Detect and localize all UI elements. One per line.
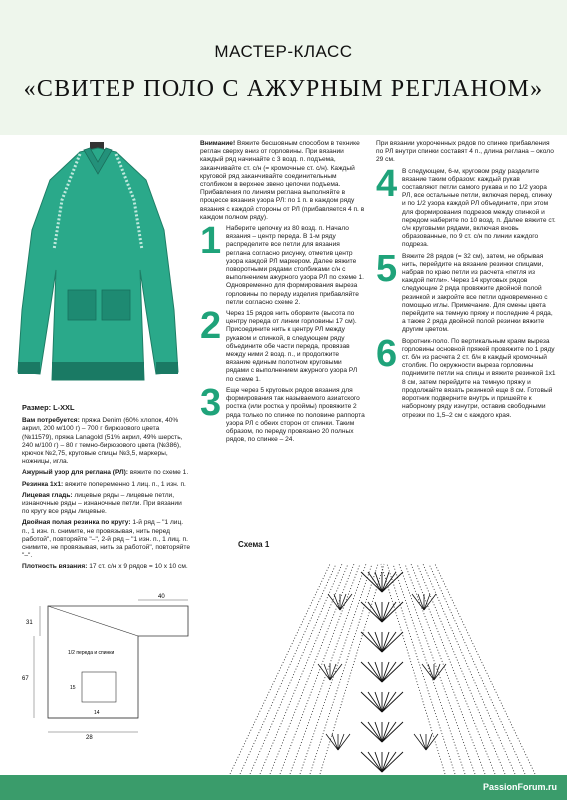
step-text: В следующем, 6-м, круговом ряду разделите вязание таким образом: каждый рукав составляют петли самого рукава и по 1/2 узора РЛ, все остальные петли, включая перед, спинку и по 1/2 узора каждой РЛ объедините, при этом для формирования подрезов между спинкой и передом наберите по 10 возд. п. Далее вяжите ст. с/н круговыми рядами, включая вновь образованные, по 9 ст. с/н по линии каждого подреза.: [402, 167, 556, 249]
page-header: [0, 0, 567, 135]
density-text: 17 ст. с/н х 9 рядов = 10 х 10 см.: [89, 563, 188, 571]
density-title: Плотность вязания:: [22, 563, 88, 571]
chain-ray-left: [270, 564, 354, 774]
leaf-stitch: [338, 734, 344, 750]
step-number: 2: [200, 305, 222, 348]
shell-stitch: [368, 662, 382, 682]
chain-ray-left: [230, 564, 330, 774]
face-title: Лицевая гладь:: [22, 491, 73, 499]
pattern-diagram: [20, 592, 192, 740]
shell-stitch: [368, 752, 382, 772]
leaf-stitch: [414, 734, 426, 750]
chain-ray-left: [300, 564, 372, 774]
shell-stitch: [382, 692, 396, 712]
face-text: лицевые ряды – лицевые петли, изнаночные ряды – изнаночные петли. При вязании по кругу все ряды лицевые.: [22, 491, 182, 516]
leaf-stitch: [340, 594, 352, 610]
dim-pocket: 15: [70, 685, 76, 691]
dim-bottom: 28: [86, 735, 93, 740]
dim-pocket-width: 14: [94, 710, 100, 716]
chain-ray-right: [435, 564, 535, 774]
shell-stitch: [368, 602, 382, 622]
middle-column: [200, 140, 365, 447]
dim-left-top: 31: [26, 620, 33, 626]
step-text: Наберите цепочку из 80 возд. п. Начало вязания – центр переда. В 1-м ряду распределите все петли для вязания реглана согласно рисунку, отметив центр узора каждой РЛ маркером. Далее вяжите поворотными рядами столбиками с/н с выполнением ажурного узора РЛ по схеме 1. Одновременно для формирования выреза горловины по переду изделия прибавляйте петли согласно схеме 2.: [226, 225, 365, 306]
attention-text: Вяжите бесшовным способом в технике реглан сверху вниз от горловины. При вязании каждый ряд начинайте с 3 возд. п. подъема, заканчивайте ст. с/н (= кромочные ст. с/н). Каждый круговой ряд заканчивайте соединительным столбиком в верхнее звено цепочки подъема. Прибавления по линиям реглана выполняйте в процессе вязания узора РЛ: по 1 п. в каждом ряду вязания с каждой стороны от РЛ (прибавляется 4 п. в каждом полном ряду).: [200, 140, 365, 221]
footer-bar: [0, 775, 567, 800]
step-number: 6: [376, 332, 398, 375]
step-text: Вяжите 28 рядов (= 32 см), затем, не обрывая нить, перейдите на вязание резинки спицами, набрав по краю петли из расчета «петля из каждой петли». Через 14 круговых рядов следующие 2 ряда провяжите двойной полой резинкой и закройте все петли одновременно с помощью иглы. Примечание. Для смены цвета перейдите на темную пряжу и последние 4 ряда, а также 2 ряда двойной полой резинки вяжите другим цветом.: [402, 252, 553, 334]
shell-stitch: [368, 692, 382, 712]
leaf-stitch: [318, 664, 330, 680]
dim-left: 67: [22, 676, 29, 682]
shell-stitch: [382, 722, 396, 742]
step-number: 1: [200, 220, 222, 263]
dim-top: 40: [158, 594, 165, 600]
shell-stitch: [382, 572, 396, 592]
attention-block: [200, 140, 365, 222]
diagram-inner-label: 1/2 переда и спинки: [68, 650, 115, 656]
materials-title: Вам потребуется:: [22, 417, 80, 425]
double-title: Двойная полая резинка по кругу:: [22, 519, 131, 527]
step-1: [200, 220, 365, 307]
shell-stitch: [382, 752, 396, 772]
lace-title: Ажурный узор для реглана (РЛ):: [22, 469, 128, 477]
leaf-stitch: [424, 594, 436, 610]
step-5: [376, 247, 556, 335]
leaf-stitch: [420, 734, 426, 750]
shell-stitch: [368, 632, 382, 652]
site-watermark: PassionForum.ru: [482, 782, 557, 792]
shell-stitch: [382, 602, 396, 622]
right-column: [376, 140, 556, 423]
density-block: [22, 563, 190, 571]
intro-text: При вязании укороченных рядов по спинке прибавления по РЛ внутри спинки составят 4 п., длина реглана – около 29 см.: [376, 140, 554, 164]
step-text: Воротник-поло. По вертикальным краям выреза горловины основной пряжей провяжите по 1 ряду ст. б/н из расчета 2 ст. б/н в каждый кромочный столбик. По окружности выреза горловины поднимите петли на спицы и вяжите резинкой 1х1 8 см, затем перейдите на темную пряжу и продолжайте вязать резинкой еще 8 см. Готовый воротник подверните внутрь и пришейте к наборному ряду изнутри, оставив свободными отрезки по 1,5–2 см с каждого края.: [402, 337, 556, 419]
section-label: МАСТЕР-КЛАСС: [214, 42, 353, 61]
page-title: «СВИТЕР ПОЛО С АЖУРНЫМ РЕГЛАНОМ»: [23, 76, 544, 102]
leaf-stitch: [426, 734, 432, 750]
leaf-stitch: [426, 734, 438, 750]
sweater-photo: [10, 140, 187, 390]
rib-text: вяжите попеременно 1 лиц. п., 1 изн. п.: [65, 480, 186, 488]
chain-ray-right: [399, 564, 475, 774]
step-4: [376, 162, 556, 250]
chain-ray-right: [387, 564, 455, 774]
step-number: 5: [376, 247, 398, 290]
leaf-stitch: [422, 664, 434, 680]
rib-title: Резинка 1х1:: [22, 480, 64, 488]
leaf-stitch: [334, 594, 340, 610]
shell-stitch: [368, 722, 382, 742]
materials-text: пряжа Denim (60% хлопок, 40% акрил, 200 м/100 г) – 700 г бирюзового цвета (№11579), пряжа Lanagold (51% акрил, 49% шерсть, 240 м/100 г) – 80 г темно-бирюзового цвета (№386), крючок №2,75, круговые спицы №3,5, маркеры, ножницы, игла.: [22, 417, 183, 466]
leaf-stitch: [330, 664, 336, 680]
double-text: 1-й ряд – "1 лиц. п., 1 изн. п. снимите, не провязывая, нить перед работой", повторяйте "–", 2-й ряд – "1 изн. п., 1 лиц. п. снимите, не провязывая, нить за работой", повторяйте "–".: [22, 519, 190, 560]
leaf-stitch: [412, 594, 424, 610]
step-3: [200, 381, 365, 444]
materials-column: [22, 404, 190, 575]
step-number: 3: [200, 381, 222, 424]
leaf-stitch: [332, 734, 338, 750]
step-number: 4: [376, 162, 398, 205]
leaf-stitch: [424, 594, 430, 610]
schema-label: Схема 1: [238, 540, 270, 549]
leaf-stitch: [418, 594, 424, 610]
attention-title: Внимание!: [200, 140, 236, 147]
materials-block: [22, 417, 190, 466]
rib-block: [22, 481, 190, 489]
shell-stitch: [382, 662, 396, 682]
leaf-stitch: [428, 664, 434, 680]
double-block: [22, 519, 190, 560]
face-block: [22, 492, 190, 517]
step-text: Еще через 5 круговых рядов вязания для формирования так называемого азиатского ростка (или ростка у проймы) провяжите 2 ряда только по спинке по половине раппорта узора РЛ с обеих сторон от спинки. Таким образом, по переду провязано 20 полных рядов, по спинке – 24.: [226, 386, 365, 444]
leaf-stitch: [338, 734, 350, 750]
shell-stitch: [382, 632, 396, 652]
step-text: Через 15 рядов нить оборвите (высота по центру переда от линии горловины 17 см). Присоедините нить к центру РЛ между рукавом и спинкой, в следующем ряду объедините обе части переда, провязав между ними 2 возд. п., и продолжите вязание единым полотном круговыми рядами с выполнением ажурного узора РЛ по схеме 1.: [226, 310, 358, 383]
step-6: [376, 332, 556, 420]
shell-stitch: [368, 572, 382, 592]
chain-ray-left: [290, 564, 366, 774]
crochet-schema: [210, 554, 555, 776]
chain-ray-right: [429, 564, 525, 774]
lace-text: вяжите по схеме 1.: [129, 469, 189, 477]
lace-block: [22, 469, 190, 477]
size-label: Размер: L-XXL: [22, 403, 75, 412]
step-2: [200, 305, 365, 384]
leaf-stitch: [330, 664, 342, 680]
leaf-stitch: [434, 664, 440, 680]
